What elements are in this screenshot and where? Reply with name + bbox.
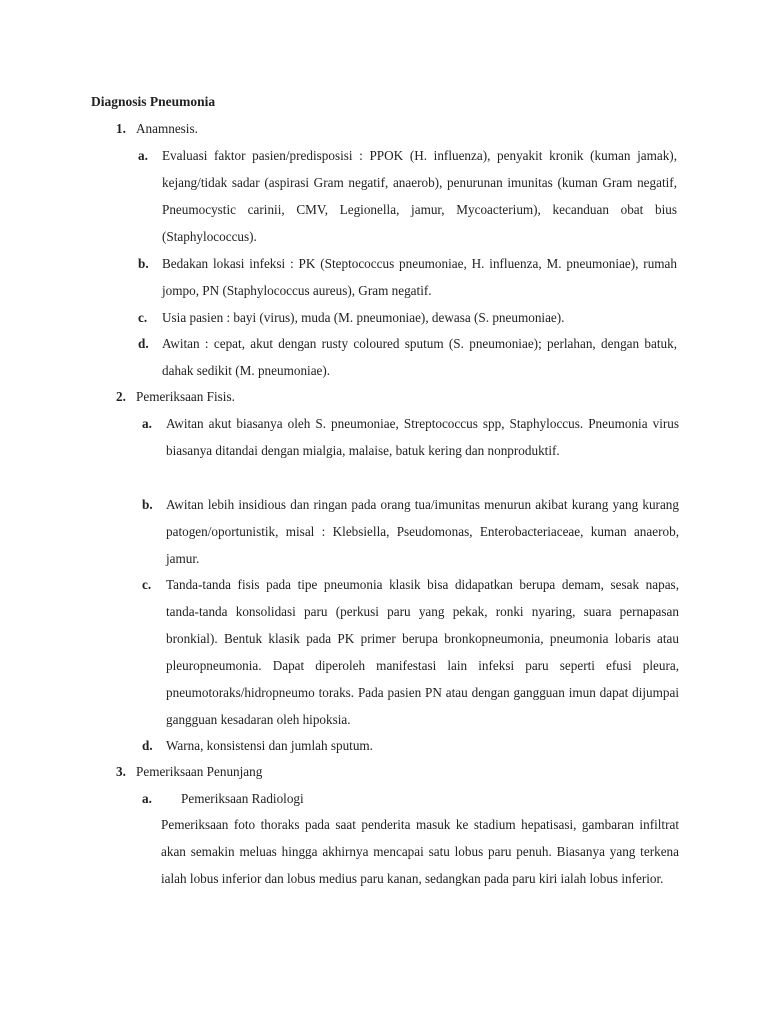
- list-marker: a.: [142, 791, 152, 806]
- section-number: 2.: [116, 389, 126, 404]
- list-item-text: Warna, konsistensi dan jumlah sputum.: [166, 738, 373, 753]
- list-item-text: Awitan akut biasanya oleh S. pneumoniae, Streptococcus spp, Staphyloccus. Pneumonia virus biasanya ditandai dengan mialgia, malaise, batuk kering dan nonproduktif.: [166, 416, 679, 458]
- list-marker: c.: [142, 577, 152, 592]
- subsection-label: Pemeriksaan Radiologi: [181, 791, 304, 806]
- list-item-text: Bedakan lokasi infeksi : PK (Steptococcus pneumoniae, H. influenza, M. pneumoniae), rumah jompo, PN (Staphylococcus aureus), Gram negatif.: [162, 256, 677, 298]
- list-marker: a.: [142, 416, 152, 431]
- list-item-text: Evaluasi faktor pasien/predisposisi : PPOK (H. influenza), penyakit kronik (kuman jamak), kejang/tidak sadar (aspirasi Gram negatif, anaerob), penurunan imunitas (kuman Gram negatif, Pneumocystic carinii, CMV, Legionella, jamur, Mycoacterium), kecanduan obat bius (Staphylococcus).: [162, 148, 677, 244]
- section-number: 1.: [116, 121, 126, 136]
- list-marker: d.: [142, 738, 153, 753]
- section-number: 3.: [116, 764, 126, 779]
- list-item-text: Usia pasien : bayi (virus), muda (M. pneumoniae), dewasa (S. pneumoniae).: [162, 310, 565, 325]
- list-marker: c.: [138, 310, 148, 325]
- section-label: Anamnesis.: [136, 121, 198, 136]
- list-item-text: Tanda-tanda fisis pada tipe pneumonia klasik bisa didapatkan berupa demam, sesak napas, tanda-tanda konsolidasi paru (perkusi paru yang pekak, ronki nyaring, suara pernapasan bronkial). Bentuk klasik pada PK primer berupa bronkopneumonia, pneumonia lobaris atau pleuropneumonia. Dapat diperoleh manifestasi lain infeksi paru seperti efusi pleura, pneumotoraks/hidropneumo toraks. Pada pasien PN atau dengan gangguan imun dapat dijumpai gangguan kesadaran oleh hipoksia.: [166, 577, 679, 727]
- list-marker: b.: [138, 256, 149, 271]
- list-marker: a.: [138, 148, 148, 163]
- list-marker: b.: [142, 497, 153, 512]
- list-item-text: Awitan lebih insidious dan ringan pada orang tua/imunitas menurun akibat kurang yang kurang patogen/oportunistik, misal : Klebsiella, Pseudomonas, Enterobacteriaceae, kuman anaerob, jamur.: [166, 497, 679, 566]
- list-item-text: Awitan : cepat, akut dengan rusty coloured sputum (S. pneumoniae); perlahan, dengan batuk, dahak sedikit (M. pneumoniae).: [162, 336, 677, 378]
- list-marker: d.: [138, 336, 149, 351]
- section-label: Pemeriksaan Fisis.: [136, 389, 235, 404]
- document-title: Diagnosis Pneumonia: [91, 94, 216, 109]
- section-label: Pemeriksaan Penunjang: [136, 764, 263, 779]
- radiologi-paragraph: Pemeriksaan foto thoraks pada saat penderita masuk ke stadium hepatisasi, gambaran infiltrat akan semakin meluas hingga akhirnya mencapai satu lobus paru penuh. Biasanya yang terkena ialah lobus inferior dan lobus medius paru kanan, sedangkan pada paru kiri ialah lobus inferior.: [161, 817, 679, 886]
